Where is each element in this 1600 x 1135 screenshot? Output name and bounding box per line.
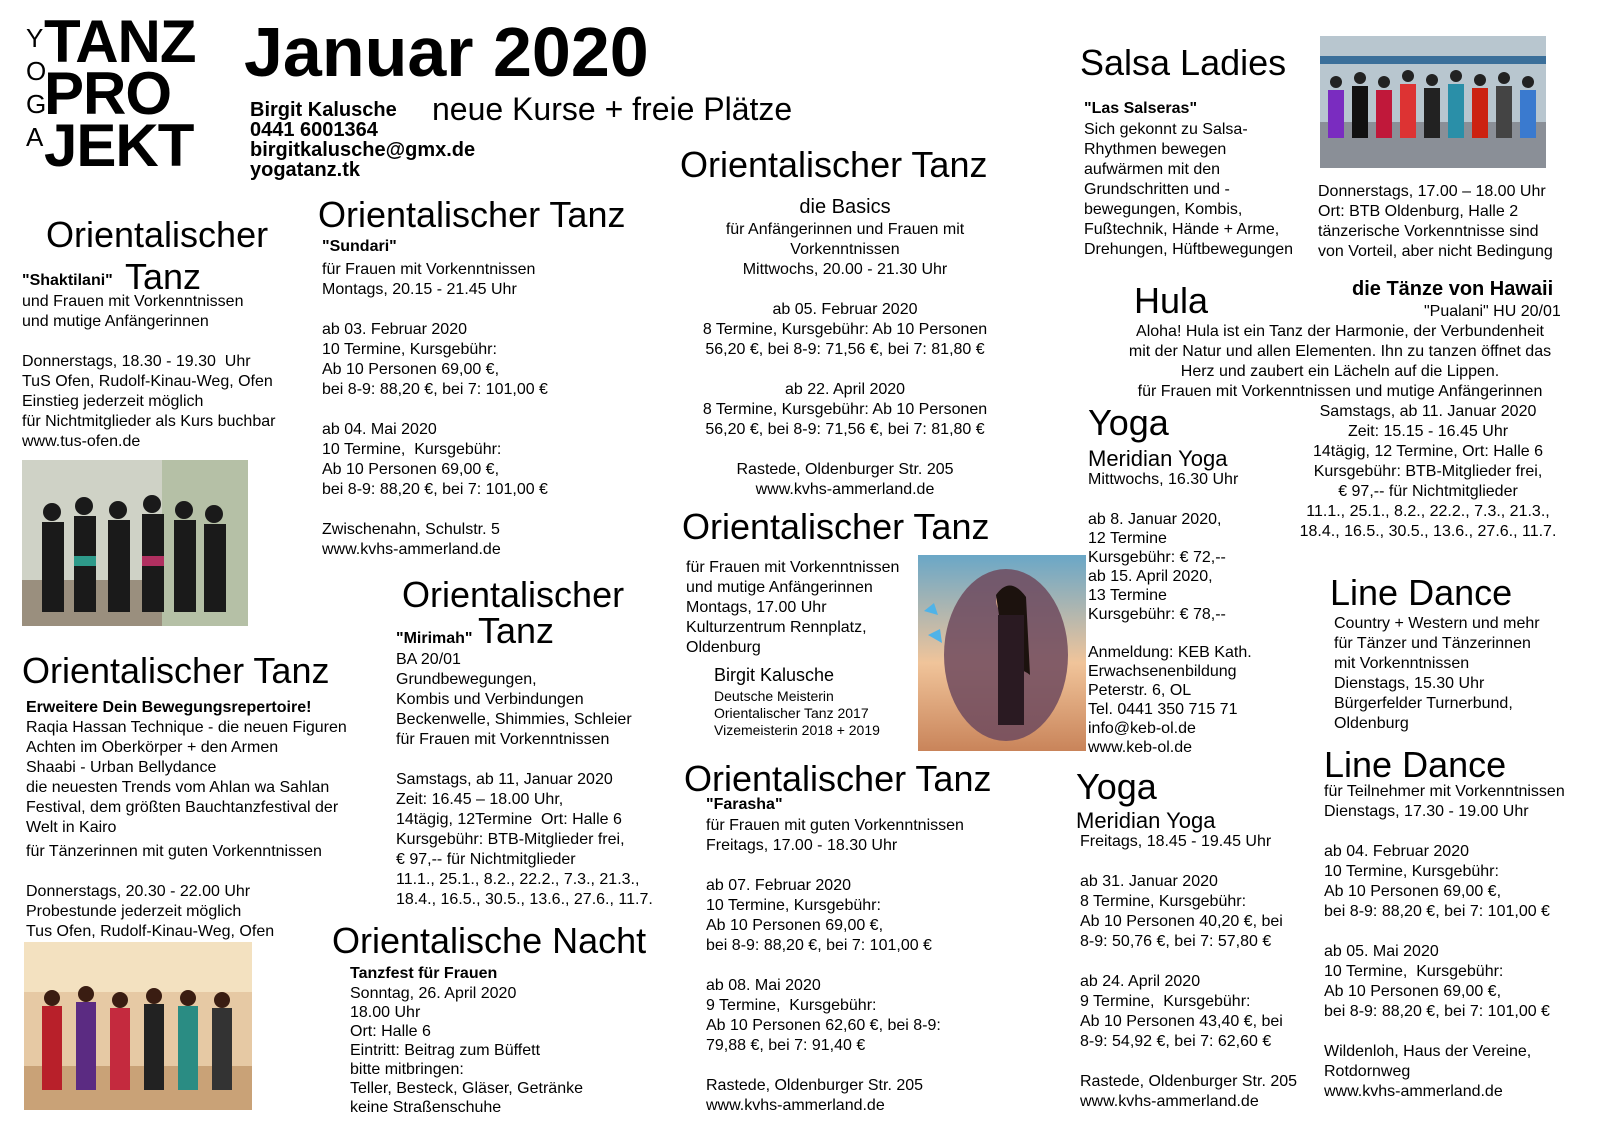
basics-heading: Orientalischer Tanz — [680, 144, 988, 185]
contact-website: yogatanz.tk — [250, 159, 361, 181]
line-dance-1-body: Country + Western und mehr für Tänzer und Tänzerinnen mit Vorkenntnissen Dienstags, 15.30 Uhr Bürgerfelder Turnerbund, Oldenburg — [1334, 615, 1540, 732]
logo-line: JEKT — [44, 112, 194, 179]
shaktilani-heading-bottom: Tanz — [125, 256, 202, 297]
contact-block — [250, 100, 475, 180]
salsa-schedule: Donnerstags, 17.00 – 18.00 Uhr Ort: BTB Oldenburg, Halle 2 tänzerische Vorkenntnisse sind von Vorteil, aber nicht Bedingung — [1318, 183, 1553, 260]
line-dance-2-body: für Teilnehmer mit Vorkenntnissen Dienstags, 17.30 - 19.00 Uhr ab 04. Februar 2020 10 Termine, Kursgebühr: Ab 10 Personen 69,00 €, bei 8-9: 88,20 €, bei 7: 101,00 € ab 05. Mai 2020 10 Termine, Kursgebühr: Ab 10 Personen 69,00 €, bei 8-9: 88,20 €, bei 7: 101,00 € Wildenloh, Haus der Vereine, Rotdornweg www.kvhs-ammerland.de — [1324, 783, 1565, 1100]
hula-body: Aloha! Hula ist ein Tanz der Harmonie, der Verbundenheit mit der Natur und allen Elementen. Ihn zu tanzen öffnet das Herz und zaubert ein Lächeln auf die Lippen. für Frauen mit Vorkenntnissen und mutige Anfängerinnen — [1128, 323, 1552, 400]
orient-mid-body: für Frauen mit Vorkenntnissen und mutige Anfängerinnen Montags, 17.00 Uhr Kulturzentrum Rennplatz, Oldenburg — [686, 559, 900, 656]
nacht-body: Sonntag, 26. April 2020 18.00 Uhr Ort: Halle 6 Eintritt: Beitrag zum Büffett bitte mitbringen: Teller, Besteck, Gläser, Getränke keine Straßenschuhe — [350, 985, 583, 1116]
erweitere-group-photo — [24, 942, 252, 1110]
dancer-portrait-photo — [918, 555, 1086, 751]
logo-letter: A — [26, 122, 44, 152]
shaktilani-body: und Frauen mit Vorkenntnissen und mutige Anfängerinnen Donnerstags, 18.30 - 19.30 Uhr TuS Ofen, Rudolf-Kinau-Weg, Ofen Einstieg jederzeit möglich für Nichtmitglieder als Kurs buchbar www.tus-ofen.de — [22, 293, 276, 450]
yoga-wed-heading: Yoga — [1088, 402, 1169, 443]
teacher-titles: Deutsche Meisterin Orientalischer Tanz 2017 Vizemeisterin 2018 + 2019 — [714, 688, 880, 738]
erweitere-lead: Erweitere Dein Bewegungsrepertoire! — [26, 699, 312, 716]
hula-schedule: Samstags, ab 11. Januar 2020 Zeit: 15.15 - 16.45 Uhr 14tägig, 12 Termine, Ort: Halle 6 Kursgebühr: BTB-Mitglieder frei, € 97,-- für Nichtmitglieder 11.1., 25.1., 8.2., 22.2., 7.3., 21.3., 18.4., 16.5., 30.5., 13.6., 27.6., 11.7. — [1299, 403, 1557, 540]
page-title: Januar 2020 — [244, 13, 649, 91]
hula-heading: Hula — [1134, 280, 1209, 321]
basics-body: für Anfängerinnen und Frauen mit Vorkenntnissen Mittwochs, 20.00 - 21.30 Uhr ab 05. Februar 2020 8 Termine, Kursgebühr: Ab 10 Personen 56,20 €, bei 8-9: 71,56 €, bei 7: 81,80 € ab 22. April 2020 8 Termine, Kursgebühr: Ab 10 Personen 56,20 €, bei 8-9: 71,56 €, bei 7: 81,80 € Rastede, Oldenburger Str. 205 www.kvhs-ammerland.de — [702, 221, 988, 498]
yoga-fri-body: Freitags, 18.45 - 19.45 Uhr ab 31. Januar 2020 8 Termine, Kursgebühr: Ab 10 Personen 40,20 €, bei 8-9: 50,76 €, bei 7: 57,80 € ab 24. April 2020 9 Termine, Kursgebühr: Ab 10 Personen 43,40 €, bei 8-9: 54,92 €, bei 7: 62,60 € Rastede, Oldenburger Str. 205 www.kvhs-ammerland.de — [1080, 833, 1298, 1110]
contact-name: Birgit Kalusche — [250, 99, 397, 121]
contact-email: birgitkalusche@gmx.de — [250, 139, 476, 161]
orient-mid-heading: Orientalischer Tanz — [682, 506, 990, 547]
logo-tanzprojekt — [44, 8, 196, 179]
teacher-name: Birgit Kalusche — [714, 665, 835, 685]
salsa-group-photo — [1320, 36, 1546, 168]
salsa-body: Sich gekonnt zu Salsa- Rhythmen bewegen aufwärmen mit den Grundschritten und - bewegungen, Kombis, Fußtechnik, Hände + Arme, Drehungen, Hüftbewegungen — [1084, 121, 1294, 258]
sundari-body: für Frauen mit Vorkenntnissen Montags, 20.15 - 21.45 Uhr ab 03. Februar 2020 10 Termine, Kursgebühr: Ab 10 Personen 69,00 €, bei 8-9: 88,20 €, bei 7: 101,00 € ab 04. Mai 2020 10 Termine, Kursgebühr: Ab 10 Personen 69,00 €, bei 8-9: 88,20 €, bei 7: 101,00 € Zwischenahn, Schulstr. 5 www.kvhs-ammerland.de — [322, 261, 548, 558]
shaktilani-group-photo — [22, 460, 248, 626]
logo-letter: G — [26, 89, 47, 119]
logo-letter: Y — [26, 23, 44, 53]
mirimah-heading-top: Orientalischer — [402, 574, 625, 615]
hula-code: "Pualani" HU 20/01 — [1424, 303, 1561, 320]
contact-phone: 0441 6001364 — [250, 119, 378, 141]
basics-subheading: die Basics — [799, 196, 891, 218]
nacht-heading: Orientalische Nacht — [332, 920, 647, 961]
logo-line: TANZ — [44, 8, 196, 75]
erweitere-heading: Orientalischer Tanz — [22, 650, 330, 691]
line-dance-2-heading: Line Dance — [1324, 744, 1507, 785]
line-dance-1-heading: Line Dance — [1330, 572, 1513, 613]
yoga-fri-subheading: Meridian Yoga — [1076, 808, 1216, 833]
shaktilani-heading-top: Orientalischer — [46, 214, 269, 255]
hula-title: die Tänze von Hawaii — [1352, 278, 1554, 300]
farasha-body: für Frauen mit guten Vorkenntnissen Freitags, 17.00 - 18.30 Uhr ab 07. Februar 2020 10 Termine, Kursgebühr: Ab 10 Personen 69,00 €, bei 8-9: 88,20 €, bei 7: 101,00 € ab 08. Mai 2020 9 Termine, Kursgebühr: Ab 10 Personen 62,60 €, bei 8-9: 79,88 €, bei 7: 91,40 € Rastede, Oldenburger Str. 205 www.kvhs-ammerland.de — [706, 817, 964, 1114]
mirimah-heading-bottom: Tanz — [478, 610, 555, 651]
salsa-heading: Salsa Ladies — [1080, 42, 1287, 83]
erweitere-body: Raqia Hassan Technique - die neuen Figuren Achten im Oberkörper + den Armen Shaabi - Urban Bellydance die neuesten Trends vom Ahlan wa Sahlan Festival, dem größten Bauchtanzfestival der Welt in Kairo — [26, 719, 347, 836]
salsa-label: "Las Salseras" — [1084, 100, 1198, 117]
shaktilani-label: "Shaktilani" — [22, 272, 113, 289]
logo-letter: O — [26, 56, 47, 86]
farasha-heading: Orientalischer Tanz — [684, 758, 992, 799]
mirimah-body: BA 20/01 Grundbewegungen, Kombis und Verbindungen Beckenwelle, Shimmies, Schleier für Frauen mit Vorkenntnissen Samstags, ab 11, Januar 2020 Zeit: 16.45 – 18.00 Uhr, 14tägig, 12Termine Ort: Halle 6 Kursgebühr: BTB-Mitglieder frei, € 97,-- für Nichtmitglieder 11.1., 25.1., 8.2., 22.2., 7.3., 21.3., 18.4., 16.5., 30.5., 13.6., 27.6., 11.7. — [396, 651, 653, 908]
nacht-lead: Tanzfest für Frauen — [350, 965, 498, 982]
yoga-wed-time: Mittwochs, 16.30 Uhr — [1088, 471, 1239, 488]
sundari-heading: Orientalischer Tanz — [318, 194, 626, 235]
yoga-wed-body: ab 8. Januar 2020, 12 Termine Kursgebühr: € 72,-- ab 15. April 2020, 13 Termine Kursgebühr: € 78,-- Anmeldung: KEB Kath. Erwachsenenbildung Peterstr. 6, OL Tel. 0441 350 715 71 info@keb-ol.de www.keb-ol.de — [1088, 511, 1252, 756]
yoga-fri-heading: Yoga — [1076, 766, 1157, 807]
logo-line: PRO — [44, 60, 172, 127]
page-subtitle: neue Kurse + freie Plätze — [432, 91, 793, 127]
farasha-label: "Farasha" — [706, 796, 783, 813]
yoga-wed-subheading: Meridian Yoga — [1088, 446, 1228, 471]
erweitere-body-2: für Tänzerinnen mit guten Vorkenntnissen Donnerstags, 20.30 - 22.00 Uhr Probestunde jederzeit möglich Tus Ofen, Rudolf-Kinau-Weg, Ofen — [26, 843, 322, 940]
mirimah-label: "Mirimah" — [396, 630, 473, 647]
sundari-label: "Sundari" — [322, 238, 397, 255]
